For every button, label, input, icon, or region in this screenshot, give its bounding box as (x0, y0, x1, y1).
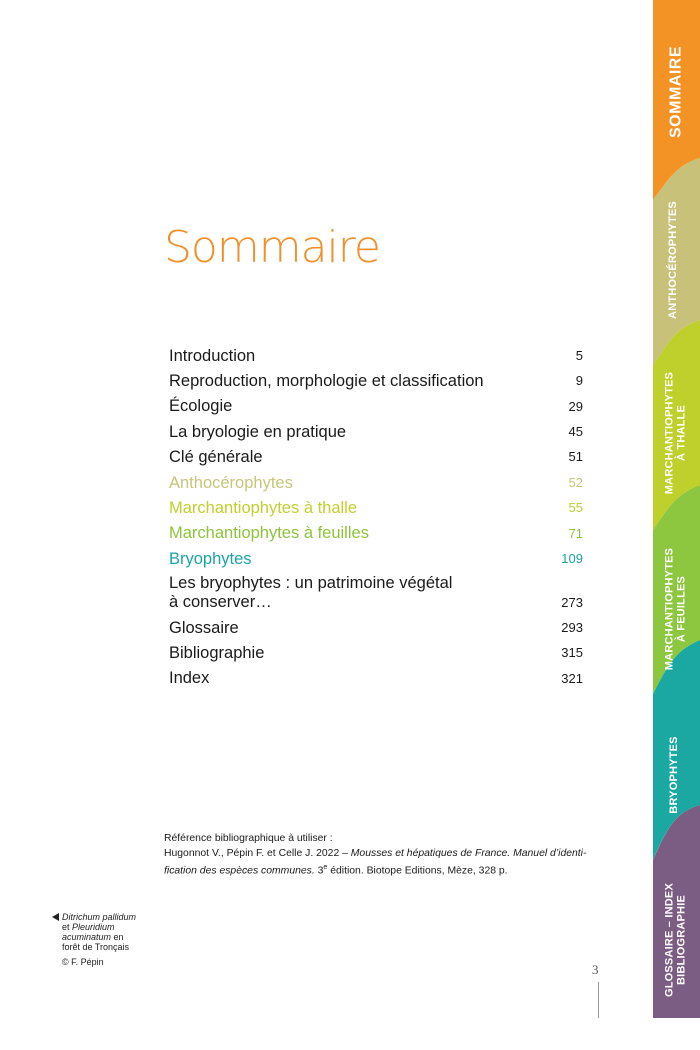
tab-label-line1: GLOSSAIRE – INDEX (663, 882, 676, 998)
toc-entry-label-line2: à conserver… (169, 593, 272, 612)
page-number-rule (598, 982, 599, 1018)
page-number: 3 (592, 962, 599, 977)
photo-credit: © F. Pépin (62, 957, 104, 967)
toc-entry-bibliographie[interactable] (169, 639, 583, 664)
tab-label-line2: À THALLE (675, 405, 687, 461)
reference-title: Mousses et hépatiques de France. Manuel d’identi-fication des espèces communes. (164, 847, 587, 877)
tab-label-line2: À FEUILLES (675, 575, 687, 643)
toc-entry-label: Anthocérophytes (169, 473, 293, 492)
table-of-contents (169, 341, 583, 689)
toc-entry-reproduction[interactable] (169, 366, 583, 391)
toc-entry-index[interactable] (169, 664, 583, 689)
caption-species-1: Ditrichum pallidum (62, 912, 137, 922)
tab-label-bryophytes: BRYOPHYTES (668, 736, 681, 814)
toc-entry-label: Introduction (169, 346, 256, 365)
tab-label-line2: BIBLIOGRAPHIE (675, 895, 687, 985)
reference-heading: Référence bibliographique à utiliser : (164, 833, 333, 844)
tab-label-glossaire (664, 830, 687, 1050)
toc-entry-page: 51 (568, 449, 583, 465)
tab-label-line1: MARCHANTIOPHYTES (663, 547, 676, 671)
toc-entry-bryologie-pratique[interactable] (169, 417, 583, 442)
tab-label-anthocerophytes: ANTHOCÉROPHYTES (667, 201, 680, 319)
toc-entry-page: 55 (568, 500, 583, 516)
toc-entry-label: Marchantiophytes à feuilles (169, 524, 369, 543)
toc-entry-label: Index (169, 669, 210, 688)
reference-authors: Hugonnot V., Pépin F. et Celle J. 2022 – (164, 847, 348, 859)
reference-citation (164, 847, 594, 879)
toc-entry-page: 5 (575, 347, 583, 363)
toc-entry-page: 273 (561, 594, 583, 610)
reference-edition-sup: e (323, 864, 328, 871)
reference-details: édition. Biotope Editions, Mèze, 328 p. (330, 865, 508, 877)
toc-entry-label: Marchantiophytes à thalle (169, 498, 358, 517)
toc-entry-patrimoine[interactable] (169, 570, 583, 614)
toc-entry-introduction[interactable] (169, 341, 583, 366)
toc-entry-marchantiophytes-thalle[interactable] (169, 493, 583, 518)
tab-label-line1: MARCHANTIOPHYTES (663, 371, 676, 495)
toc-entry-label: Bryophytes (169, 549, 252, 568)
caption-joiner: et (62, 922, 70, 932)
toc-entry-cle-generale[interactable] (169, 443, 583, 468)
toc-entry-page: 45 (568, 423, 583, 439)
toc-entry-label: Glossaire (169, 618, 239, 637)
reference-edition-number: 3 (317, 865, 324, 877)
toc-entry-label-line1: Les bryophytes : un patrimoine végétal (169, 573, 453, 592)
bibliographic-reference (164, 832, 594, 879)
toc-entry-page: 315 (561, 645, 583, 661)
caption-species-2a: Pleuridium (72, 922, 115, 932)
toc-entry-page: 29 (568, 398, 583, 414)
toc-entry-label: Reproduction, morphologie et classification (169, 371, 484, 390)
photo-caption (52, 912, 136, 952)
caption-location-a: en (113, 932, 124, 942)
caption-location-b: forêt de Tronçais (62, 942, 130, 952)
toc-entry-marchantiophytes-feuilles[interactable] (169, 519, 583, 544)
page-title: Sommaire (164, 222, 380, 273)
toc-entry-page: 109 (561, 550, 583, 566)
toc-entry-glossaire[interactable] (169, 613, 583, 638)
toc-entry-label: Écologie (169, 397, 233, 416)
toc-entry-page: 71 (568, 525, 583, 541)
toc-entry-anthocerophytes[interactable] (169, 468, 583, 493)
toc-entry-ecologie[interactable] (169, 392, 583, 417)
tab-label-sommaire: SOMMAIRE (667, 46, 685, 138)
caption-species-2b: acuminatum (62, 932, 112, 942)
toc-entry-page: 52 (568, 474, 583, 490)
toc-entry-label: La bryologie en pratique (169, 422, 347, 441)
toc-entry-label: Clé générale (169, 448, 263, 467)
toc-entry-label: Bibliographie (169, 644, 265, 663)
left-arrow-icon (52, 913, 59, 921)
toc-entry-page: 321 (561, 670, 583, 686)
toc-entry-page: 9 (575, 373, 583, 389)
toc-entry-bryophytes[interactable] (169, 544, 583, 569)
toc-entry-page: 293 (561, 619, 583, 635)
